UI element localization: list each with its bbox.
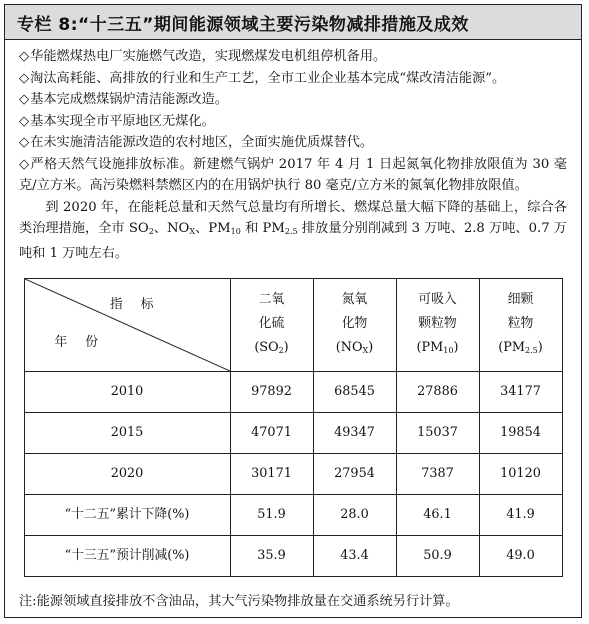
- table-cell: 41.9: [479, 495, 562, 536]
- column-header-nox: 氮氧 化物 $(NO_X)$: [313, 279, 396, 372]
- table-cell: 68545: [313, 372, 396, 413]
- table-cell: 7387: [396, 454, 479, 495]
- summary-text: 排放量分别削减到 3 万吨、2.8 万吨、0.7 万吨和 1 万吨左右。: [19, 221, 567, 261]
- table-cell: 34177: [479, 372, 562, 413]
- bullet-item: [19, 154, 567, 197]
- table-cell: 46.1: [396, 495, 479, 536]
- bullet-item: [19, 132, 567, 154]
- column-header-so2: 二氧 化硫 $(SO_2)$: [230, 279, 313, 372]
- row-label: 2015: [24, 413, 230, 454]
- bullet-text: 基本完成燃煤锅炉清洁能源改造。: [30, 92, 228, 107]
- column-box: [4, 4, 582, 618]
- table-cell: 50.9: [396, 536, 479, 577]
- emissions-table: [24, 278, 563, 577]
- table-cell: 30171: [230, 454, 313, 495]
- diamond-icon: ◇: [19, 113, 30, 129]
- table-cell: 49347: [313, 413, 396, 454]
- table-cell: 15037: [396, 413, 479, 454]
- summary-sub: 2.5: [284, 227, 298, 236]
- summary-text: 和 PM: [240, 221, 285, 236]
- summary-paragraph: [19, 197, 567, 265]
- table-cell: 35.9: [230, 536, 313, 577]
- summary-sub: 10: [230, 227, 241, 236]
- table-header-row: [24, 279, 562, 372]
- table-cell: 19854: [479, 413, 562, 454]
- column-title: 专栏 8:“十三五”期间能源领域主要污染物减排措施及成效: [5, 5, 581, 40]
- diamond-icon: ◇: [19, 70, 30, 86]
- table-row: [24, 495, 562, 536]
- row-label: “十二五”累计下降(%): [24, 495, 230, 536]
- summary-sub: X: [189, 227, 196, 236]
- column-header-pm10: 可吸入 颗粒物 $(PM_{10})$: [396, 279, 479, 372]
- bullet-text: 华能燃煤热电厂实施燃气改造，实现燃煤发电机组停机备用。: [30, 49, 387, 64]
- column-header-pm25: 细颗 粒物 $(PM_{2.5})$: [479, 279, 562, 372]
- bullet-item: [19, 46, 567, 68]
- table-cell: 10120: [479, 454, 562, 495]
- row-label: “十三五”预计削减(%): [24, 536, 230, 577]
- summary-text: 到 2020 年，在能耗总量和天然气总量均有所增长、燃煤总量大幅下降的基础上，综合各类治理措施，全市 SO: [19, 199, 567, 236]
- footnote: 注:能源领域直接排放不含油品，其大气污染物排放量在交通系统另行计算。: [19, 594, 459, 609]
- table-cell: 27954: [313, 454, 396, 495]
- summary-sub: 2: [148, 227, 154, 236]
- summary-text: 、NO: [153, 221, 190, 236]
- table-cell: 47071: [230, 413, 313, 454]
- corner-indicator-label: 指标: [109, 297, 172, 312]
- table-row: [24, 536, 562, 577]
- table-cell: 27886: [396, 372, 479, 413]
- row-label: 2010: [24, 372, 230, 413]
- bullet-item: [19, 111, 567, 133]
- bullet-text: 基本实现全市平原地区无煤化。: [30, 113, 215, 129]
- table-cell: 43.4: [313, 536, 396, 577]
- table-row: [24, 454, 562, 495]
- table-cell: 49.0: [479, 536, 562, 577]
- bullet-item: [19, 89, 567, 111]
- table-cell: 51.9: [230, 495, 313, 536]
- bullet-text: 淘汰高耗能、高排放的行业和生产工艺，全市工业企业基本完成“煤改清洁能源”。: [30, 70, 506, 86]
- table-cell: 28.0: [313, 495, 396, 536]
- table-row: [24, 372, 562, 413]
- diamond-icon: ◇: [19, 156, 30, 172]
- diamond-icon: ◇: [19, 49, 30, 64]
- diamond-icon: ◇: [19, 135, 30, 150]
- diamond-icon: ◇: [19, 92, 30, 107]
- summary-text: 、PM: [195, 221, 231, 236]
- bullet-text: 在未实施清洁能源改造的农村地区，全面实施优质煤替代。: [30, 135, 374, 150]
- table-cell: 97892: [230, 372, 313, 413]
- column-content: [5, 40, 581, 577]
- row-label: 2020: [24, 454, 230, 495]
- table-row: [24, 413, 562, 454]
- bullet-item: [19, 68, 567, 90]
- table-corner-cell: [24, 279, 230, 372]
- bullet-text: 严格天然气设施排放标准。新建燃气锅炉 2017 年 4 月 1 日起氮氧化物排放限值为 30 毫克/立方米。高污染燃料禁燃区内的在用锅炉执行 80 毫克/立方米的氮氧化物排放限值。: [19, 156, 567, 193]
- corner-year-label: 年份: [54, 335, 117, 350]
